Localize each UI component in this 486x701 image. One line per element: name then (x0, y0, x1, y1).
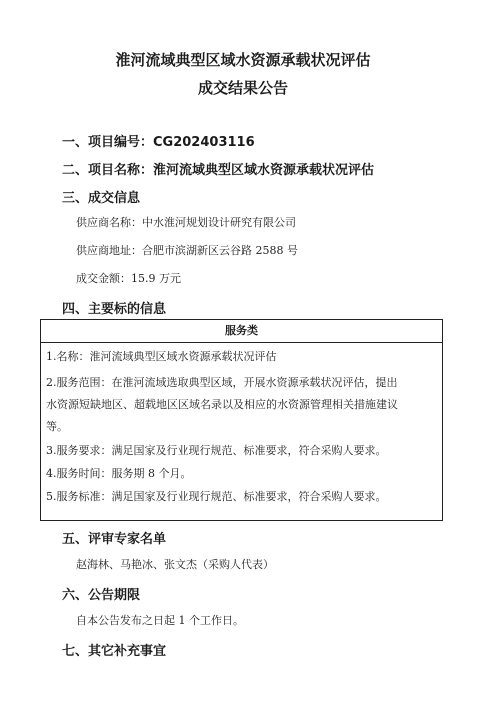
document-subtitle: 成交结果公告 (197, 79, 288, 97)
experts-list: 赵海林、马艳冰、张文杰（采购人代表） (76, 558, 274, 571)
document-title: 淮河流域典型区域水资源承载状况评估 (115, 51, 371, 69)
subject-line: 1.名称：淮河流域典型区域水资源承载状况评估 (46, 350, 277, 363)
subject-line: 3.服务要求：满足国家及行业现行规范、标准要求，符合采购人要求。 (46, 444, 387, 457)
project-number-heading: 一、项目编号：CG202403116 (62, 135, 255, 150)
deal-amount: 成交金额：15.9 万元 (76, 272, 181, 285)
announcement-period-heading: 六、公告期限 (62, 588, 141, 603)
subject-line: 水资源短缺地区、超载地区区域名录以及相应的水资源管理相关措施建议 (46, 398, 398, 411)
other-matters-heading: 七、其它补充事宜 (62, 644, 167, 659)
experts-heading: 五、评审专家名单 (62, 532, 167, 547)
announcement-period: 自本公告发布之日起 1 个工作日。 (76, 614, 244, 627)
supplier-name: 供应商名称：中水淮河规划设计研究有限公司 (76, 216, 296, 229)
supplier-address: 供应商地址：合肥市滨湖新区云谷路 2588 号 (76, 244, 298, 257)
box-header: 服务类 (41, 320, 442, 343)
subject-line: 4.服务时间：服务期 8 个月。 (46, 467, 192, 480)
subject-line: 5.服务标准：满足国家及行业现行规范、标准要求，符合采购人要求。 (46, 490, 387, 503)
subject-info-box (40, 319, 443, 521)
subject-line: 等。 (46, 420, 68, 433)
project-name-heading: 二、项目名称：淮河流域典型区域水资源承载状况评估 (62, 163, 375, 178)
deal-info-heading: 三、成交信息 (62, 191, 141, 206)
subject-line: 2.服务范围：在淮河流域选取典型区域，开展水资源承载状况评估，提出 (46, 376, 398, 389)
main-subject-heading: 四、主要标的信息 (62, 302, 167, 317)
